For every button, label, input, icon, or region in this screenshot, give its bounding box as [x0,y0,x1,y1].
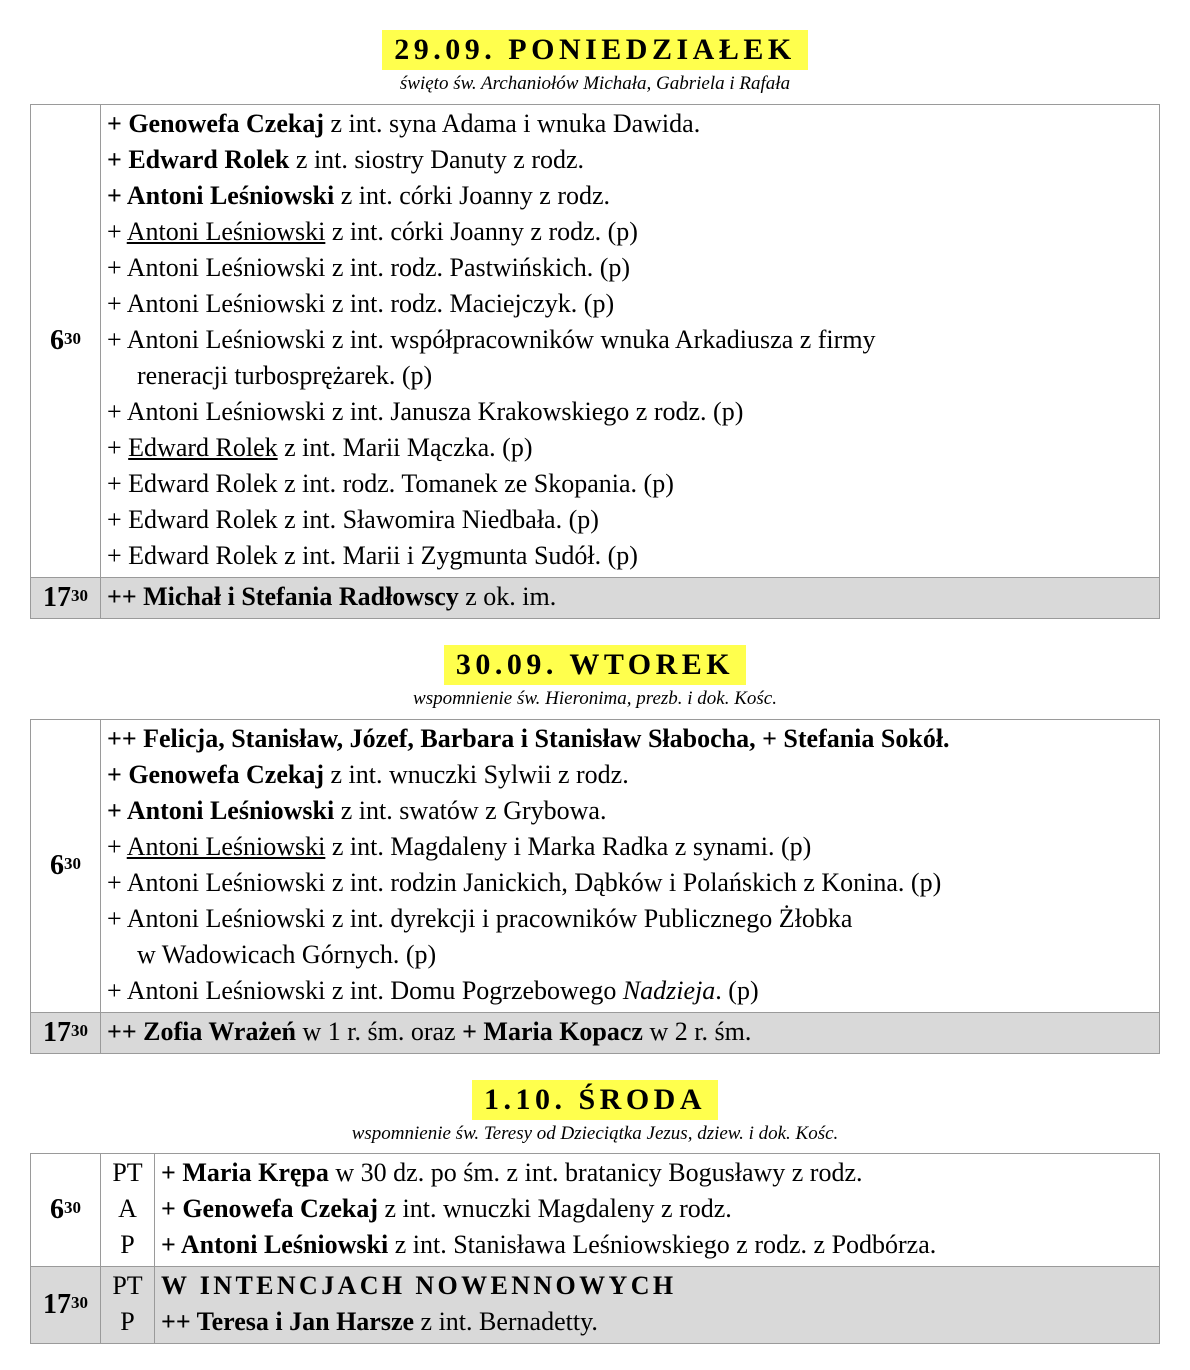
intention-text: + Antoni Leśniowski z int. rodzin Janickich, Dąbków i Polańskich z Konina. (p) [107,867,942,897]
day-title-highlight: 1.10. ŚRODA [472,1080,718,1120]
mass-time-hour: 17 [43,1016,71,1048]
day-heading [0,645,1190,685]
intention-text: + Maria Krępa [161,1158,329,1188]
intention-line [107,106,1151,142]
section-monday [0,30,1190,619]
intention-line [107,286,1151,322]
intention-line [107,757,1151,793]
intention-line [161,1191,1151,1227]
schedule-row-morning [31,1154,1159,1266]
schedule-row-evening [31,1012,1159,1053]
intention-text: z int. córki Joanny z rodz. [334,180,611,210]
intention-line [107,1014,1151,1050]
section-tuesday [0,645,1190,1054]
priest-initials-column [101,1267,155,1343]
section-wednesday [0,1080,1190,1345]
intention-text: + Antoni Leśniowski z int. rodz. Maciejczyk. (p) [107,288,615,318]
intention-text: ++ Zofia Wrażeń [107,1016,296,1046]
intention-text: + Edward Rolek z int. Sławomira Niedbała. (p) [107,504,599,534]
mass-time-hour: 17 [43,1289,71,1321]
intention-line [107,214,1151,250]
intention-line [107,178,1151,214]
intention-text: z int. Stanisława Leśniowskiego z rodz. z Podbórza. [388,1230,937,1260]
mass-time-hour: 6 [50,849,64,881]
day-heading [0,30,1190,70]
intention-text: w 30 dz. po śm. z int. bratanicy Bogusławy z rodz. [328,1158,863,1188]
intention-text: z int. swatów z Grybowa. [334,795,607,825]
intention-line [107,829,1151,865]
mass-time-hour: 17 [43,581,71,613]
intention-line [107,865,1151,901]
intention-text: + Antoni Leśniowski [107,180,335,210]
intention-line [107,721,1151,757]
intention-text: W INTENCJACH NOWENNOWYCH [161,1271,677,1301]
intention-text: + Edward Rolek z int. Marii i Zygmunta Sudół. (p) [107,540,638,570]
priest-initial: P [120,1307,135,1337]
schedule-row-evening [31,1266,1159,1343]
intentions-cell [101,720,1159,1012]
intention-text: w Wadowicach Górnych. (p) [137,939,437,969]
mass-time: 17 $^{30}$ [31,578,101,618]
intention-text: z int. córki Joanny z rodz. (p) [325,216,638,246]
intention-text: + Antoni Leśniowski z int. rodz. Pastwińskich. (p) [107,252,631,282]
intention-text: + Genowefa Czekaj [107,108,324,138]
intention-line [107,358,1151,394]
intention-line [161,1268,1151,1304]
intention-text: Antoni Leśniowski [126,831,326,861]
intention-line [107,394,1151,430]
priest-initial: P [120,1230,135,1260]
mass-time: 6 $^{30}$ [31,105,101,577]
day-title-highlight: 29.09. PONIEDZIAŁEK [382,30,807,70]
intention-text: reneracji turbosprężarek. (p) [137,360,433,390]
intention-line [107,322,1151,358]
intention-text: z int. Magdaleny i Marka Radka z synami. (p) [325,831,812,861]
intention-line [107,579,1151,615]
intention-text: + [107,216,127,246]
intention-line [107,142,1151,178]
schedule-table [30,1153,1160,1344]
intention-text: + Antoni Leśniowski z int. dyrekcji i pracowników Publicznego Żłobka [107,903,853,933]
intention-text: Edward Rolek [128,432,278,462]
priest-initial: PT [112,1271,143,1301]
mass-time: 6 $^{30}$ [31,1154,101,1266]
intentions-cell [101,105,1159,577]
mass-time-hour: 6 [50,1194,64,1226]
intention-text: ++ Felicja, Stanisław, Józef, Barbara i Stanisław Słabocha, + Stefania Sokół. [107,723,950,753]
intention-text: ++ Michał i Stefania Radłowscy [107,581,459,611]
intention-text: w 2 r. śm. [642,1016,752,1046]
intentions-cell [101,578,1159,618]
intention-text: + [107,432,129,462]
intention-text: + [107,831,127,861]
intention-text: + Genowefa Czekaj [107,759,324,789]
intention-line [107,793,1151,829]
priest-initial: PT [112,1158,143,1188]
intention-line [107,502,1151,538]
intention-line [161,1227,1151,1263]
mass-time: 6 $^{30}$ [31,720,101,1012]
schedule-table [30,719,1160,1054]
intentions-cell [155,1154,1159,1266]
intention-text: z int. wnuczki Magdaleny z rodz. [378,1194,732,1224]
intention-text: + Antoni Leśniowski z int. Domu Pogrzebowego [107,975,623,1005]
intention-line [107,250,1151,286]
schedule-row-morning [31,720,1159,1012]
intention-text: z int. siostry Danuty z rodz. [289,144,585,174]
intention-text: + Edward Rolek z int. rodz. Tomanek ze Skopania. (p) [107,468,674,498]
intention-text: w 1 r. śm. oraz [296,1016,463,1046]
day-title-highlight: 30.09. WTOREK [444,645,746,685]
intention-line [107,973,1151,1009]
day-heading [0,1080,1190,1120]
intention-text: z ok. im. [458,581,557,611]
intention-line [107,466,1151,502]
intention-text: Nadzieja [622,975,716,1005]
intention-text: Antoni Leśniowski [126,216,326,246]
intention-line [161,1155,1151,1191]
intention-text: + Antoni Leśniowski z int. współpracowników wnuka Arkadiusza z firmy [107,324,876,354]
intention-line [107,538,1151,574]
feast-subtitle: wspomnienie św. Hieronima, prezb. i dok. Kośc. [413,687,777,709]
intention-text: ++ Teresa i Jan Harsze [161,1307,415,1337]
intentions-cell [155,1267,1159,1343]
intention-line [107,901,1151,937]
feast-subtitle: wspomnienie św. Teresy od Dzieciątka Jezus, dziew. i dok. Kośc. [351,1122,839,1144]
intention-text: + Edward Rolek [107,144,290,174]
intention-line [107,430,1151,466]
intention-text: + Antoni Leśniowski [107,795,335,825]
schedule-row-morning [31,105,1159,577]
intention-line [107,937,1151,973]
intention-text: + Maria Kopacz [462,1016,643,1046]
intention-line [161,1304,1151,1340]
intention-text: z int. Marii Mączka. (p) [277,432,533,462]
mass-time-hour: 6 [50,324,64,356]
mass-time: 17 $^{30}$ [31,1267,101,1343]
intention-text: + Antoni Leśniowski z int. Janusza Krakowskiego z rodz. (p) [107,396,744,426]
intention-text: z int. syna Adama i wnuka Dawida. [324,108,701,138]
feast-subtitle: święto św. Archaniołów Michała, Gabriela i Rafała [399,73,791,94]
intention-text: z int. Bernadetty. [414,1307,598,1337]
priest-initial: A [118,1194,137,1224]
intention-text: z int. wnuczki Sylwii z rodz. [324,759,629,789]
intention-text: + Antoni Leśniowski [161,1230,389,1260]
mass-time: 17 $^{30}$ [31,1013,101,1053]
intentions-cell [101,1013,1159,1053]
schedule-row-evening [31,577,1159,618]
intention-text: . (p) [715,975,759,1005]
priest-initials-column [101,1154,155,1266]
intention-text: + Genowefa Czekaj [161,1194,378,1224]
schedule-table [30,104,1160,619]
